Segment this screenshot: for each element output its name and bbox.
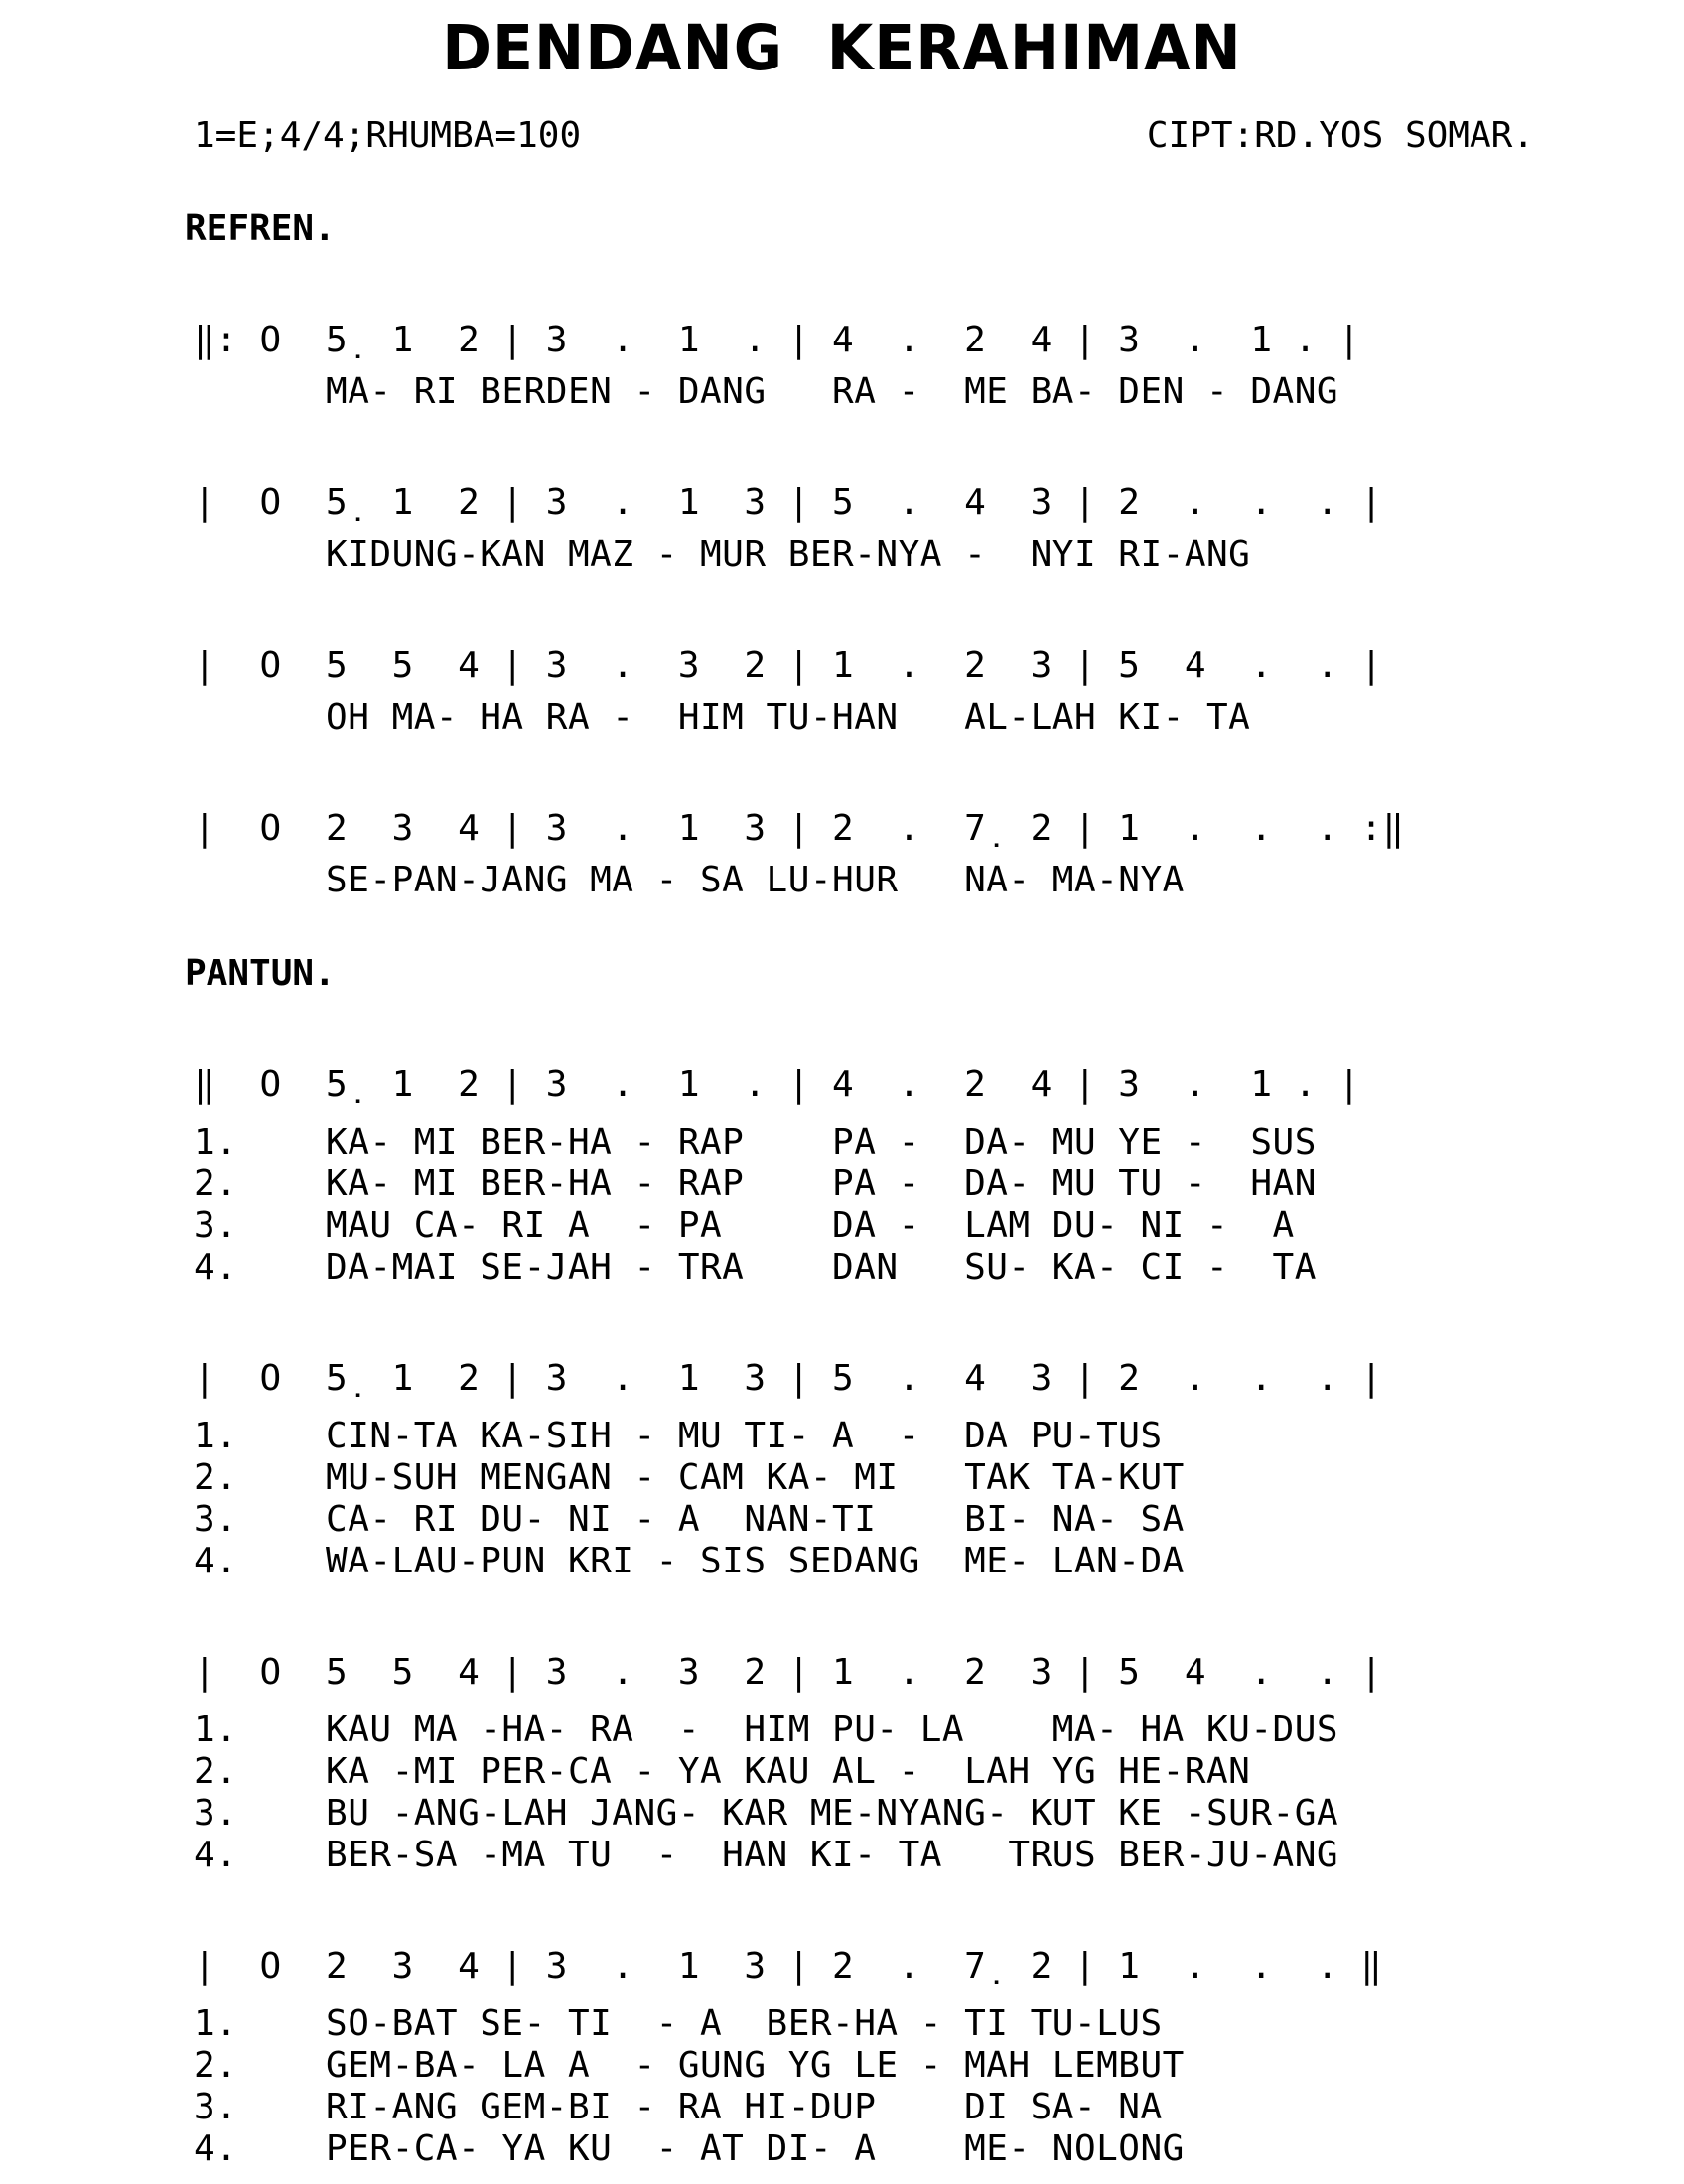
section-refren: [0, 208, 1684, 901]
verse-line: 2. GEM-BA- LA A - GUNG YG LE - MAH LEMBUT: [194, 2045, 1185, 2086]
section-heading-refren: REFREN.: [185, 208, 336, 249]
verse-line: 1. KA- MI BER-HA - RAP PA - DA- MU YE - SUS: [194, 1122, 1317, 1162]
verse-line: 1. SO-BAT SE- TI - A BER-HA - TI TU-LUS: [194, 2003, 1163, 2044]
verse-line: 3. BU -ANG-LAH JANG- KAR ME-NYANG- KUT KE -SUR-GA: [194, 1793, 1339, 1834]
verse-block: [194, 2003, 1684, 2170]
lyric-line: MA- RI BERDEN - DANG RA - ME BA- DEN - DANG: [194, 371, 1339, 412]
notation-line: | O 2 3 4 | 3 . 1 3 | 2 . 7̣ 2 | 1 . . . ‖: [194, 1946, 1383, 1986]
verse-line: 4. DA-MAI SE-JAH - TRA DAN SU- KA- CI - TA: [194, 1247, 1317, 1288]
notation-line: | O 5̣ 1 2 | 3 . 1 3 | 5 . 4 3 | 2 . . . |: [194, 1358, 1383, 1399]
music-system: [194, 320, 1684, 413]
verse-line: 1. KAU MA -HA- RA - HIM PU- LA MA- HA KU-DUS: [194, 1709, 1339, 1750]
verse-line: 4. WA-LAU-PUN KRI - SIS SEDANG ME- LAN-DA: [194, 1541, 1185, 1581]
verse-line: 2. MU-SUH MENGAN - CAM KA- MI TAK TA-KUT: [194, 1457, 1185, 1498]
section-pantun: [0, 953, 1684, 2170]
notation-line: | O 5 5 4 | 3 . 3 2 | 1 . 2 3 | 5 4 . . |: [194, 1652, 1383, 1693]
verse-block: [194, 1416, 1684, 1582]
music-system: [194, 482, 1684, 576]
verse-block: [194, 1122, 1684, 1289]
verse-line: 1. CIN-TA KA-SIH - MU TI- A - DA PU-TUS: [194, 1416, 1163, 1456]
verse-line: 3. CA- RI DU- NI - A NAN-TI BI- NA- SA: [194, 1499, 1185, 1540]
verse-block: [194, 1709, 1684, 1876]
verse-line: 3. RI-ANG GEM-BI - RA HI-DUP DI SA- NA: [194, 2087, 1163, 2127]
music-system: [194, 1358, 1684, 1582]
lyric-line: OH MA- HA RA - HIM TU-HAN AL-LAH KI- TA: [194, 697, 1251, 738]
verse-line: 4. BER-SA -MA TU - HAN KI- TA TRUS BER-JU-ANG: [194, 1835, 1339, 1875]
verse-line: 2. KA- MI BER-HA - RAP PA - DA- MU TU - HAN: [194, 1163, 1317, 1204]
verse-line: 2. KA -MI PER-CA - YA KAU AL - LAH YG HE-RAN: [194, 1751, 1251, 1792]
notation-line: ‖: O 5̣ 1 2 | 3 . 1 . | 4 . 2 4 | 3 . 1 . |: [194, 320, 1361, 360]
music-system: [194, 808, 1684, 901]
music-system: [194, 1652, 1684, 1876]
key-tempo-signature: 1=E;4/4;RHUMBA=100: [194, 115, 582, 156]
verse-line: 3. MAU CA- RI A - PA DA - LAM DU- NI - A: [194, 1205, 1295, 1246]
composer-credit: CIPT:RD.YOS SOMAR.: [1146, 115, 1534, 156]
meta-row: [194, 115, 1534, 157]
notation-line: ‖ O 5̣ 1 2 | 3 . 1 . | 4 . 2 4 | 3 . 1 . |: [194, 1064, 1361, 1105]
notation-line: | O 2 3 4 | 3 . 1 3 | 2 . 7̣ 2 | 1 . . . :‖: [194, 808, 1405, 849]
verse-line: 4. PER-CA- YA KU - AT DI- A ME- NOLONG: [194, 2128, 1185, 2169]
lyric-line: KIDUNG-KAN MAZ - MUR BER-NYA - NYI RI-ANG: [194, 534, 1251, 575]
notation-line: | O 5 5 4 | 3 . 3 2 | 1 . 2 3 | 5 4 . . |: [194, 645, 1383, 686]
music-system: [194, 1946, 1684, 2170]
music-system: [194, 1064, 1684, 1289]
notation-line: | O 5̣ 1 2 | 3 . 1 3 | 5 . 4 3 | 2 . . . |: [194, 482, 1383, 523]
song-title: DENDANG KERAHIMAN: [442, 12, 1242, 85]
section-heading-pantun: PANTUN.: [185, 953, 336, 994]
lyric-line: SE-PAN-JANG MA - SA LU-HUR NA- MA-NYA: [194, 860, 1185, 900]
music-system: [194, 645, 1684, 739]
